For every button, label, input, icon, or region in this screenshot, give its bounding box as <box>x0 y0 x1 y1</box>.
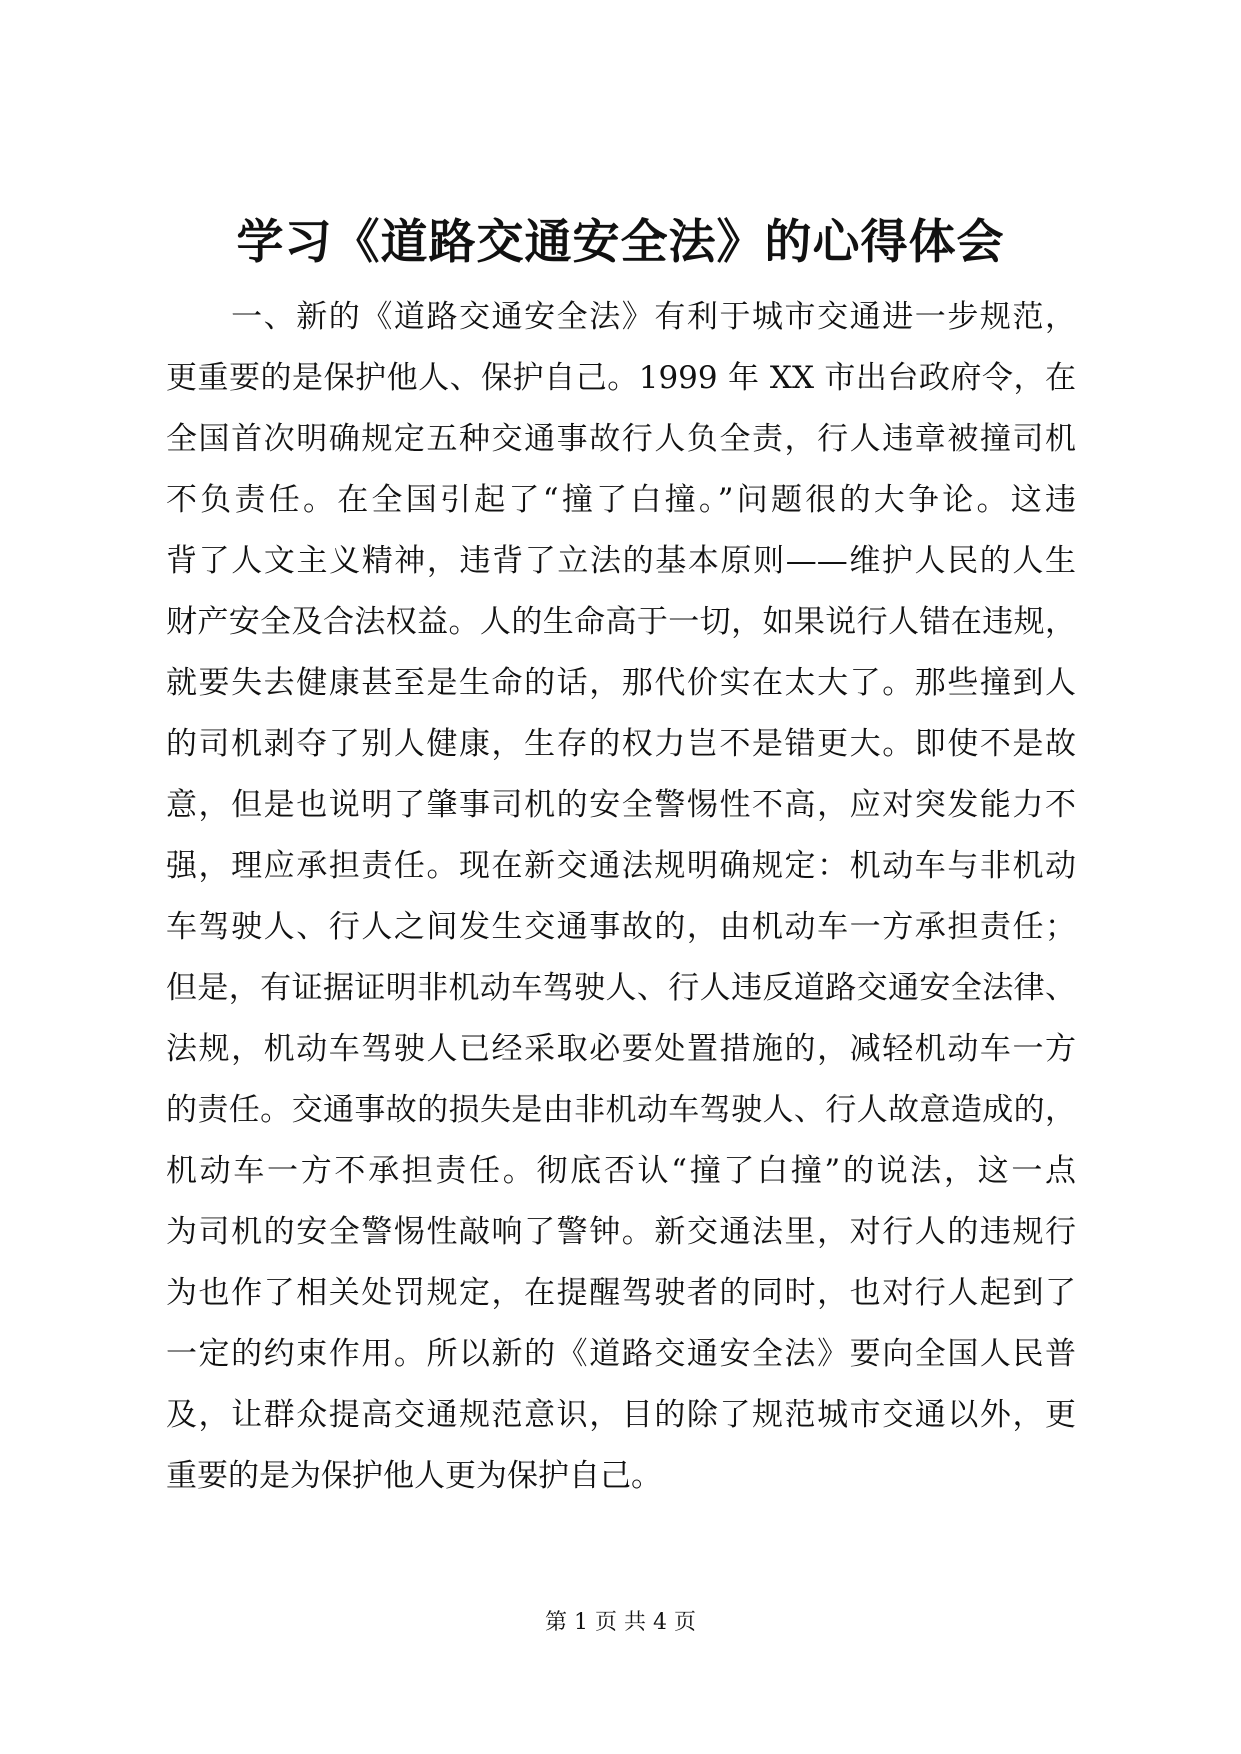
body-line: 但是，有证据证明非机动车驾驶人、行人违反道路交通安全法律、 <box>166 970 1076 1006</box>
body-line: 强，理应承担责任。现在新交通法规明确规定：机动车与非机动 <box>166 848 1076 884</box>
body-line: 不负责任。在全国引起了“撞了白撞。”问题很的大争论。这违 <box>166 482 1076 518</box>
body-line: 的司机剥夺了别人健康，生存的权力岂不是错更大。即使不是故 <box>166 726 1076 762</box>
body-line: 的责任。交通事故的损失是由非机动车驾驶人、行人故意造成的， <box>166 1092 1076 1128</box>
body-line: 一、新的《道路交通安全法》有利于城市交通进一步规范， <box>166 299 1076 335</box>
body-line: 意，但是也说明了肇事司机的安全警惕性不高，应对突发能力不 <box>166 787 1076 823</box>
body-line: 为也作了相关处罚规定，在提醒驾驶者的同时，也对行人起到了 <box>166 1275 1076 1311</box>
body-line: 全国首次明确规定五种交通事故行人负全责，行人违章被撞司机 <box>166 421 1076 457</box>
body-line: 车驾驶人、行人之间发生交通事故的，由机动车一方承担责任； <box>166 909 1076 945</box>
body-line: 机动车一方不承担责任。彻底否认“撞了白撞”的说法，这一点 <box>166 1153 1076 1189</box>
body-line: 财产安全及合法权益。人的生命高于一切，如果说行人错在违规， <box>166 604 1076 640</box>
body-text <box>166 287 1076 1507</box>
body-line: 重要的是为保护他人更为保护自己。 <box>166 1458 662 1494</box>
body-line: 一定的约束作用。所以新的《道路交通安全法》要向全国人民普 <box>166 1336 1076 1372</box>
document-title: 学习《道路交通安全法》的心得体会 <box>236 215 1005 270</box>
body-line: 更重要的是保护他人、保护自己。1999 年 XX 市出台政府令，在 <box>166 360 1076 396</box>
body-line: 法规，机动车驾驶人已经采取必要处置措施的，减轻机动车一方 <box>166 1031 1076 1067</box>
body-line: 就要失去健康甚至是生命的话，那代价实在太大了。那些撞到人 <box>166 665 1076 701</box>
body-line: 为司机的安全警惕性敲响了警钟。新交通法里，对行人的违规行 <box>166 1214 1076 1250</box>
page-footer: 第 1 页 共 4 页 <box>545 1610 696 1635</box>
body-line: 及，让群众提高交通规范意识，目的除了规范城市交通以外，更 <box>166 1397 1076 1433</box>
body-line: 背了人文主义精神，违背了立法的基本原则——维护人民的人生 <box>166 543 1076 579</box>
